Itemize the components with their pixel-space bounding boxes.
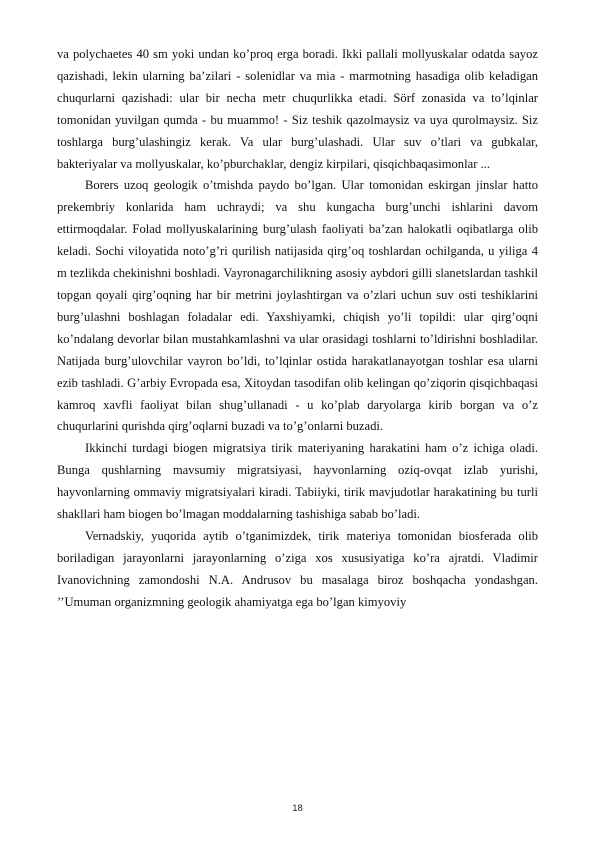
document-page: [57, 44, 538, 614]
paragraph-borers-history: Borers uzoq geologik o’tmishda paydo bo’lgan. Ular tomonidan eskirgan jinslar hatto prekembriy konlarida ham uchraydi; va shu kungacha burg’unchi ishlarini davom ettirmoqdalar. Folad mollyuskalarining burg’ulash faoliyati ba’zan halokatli oqibatlarga olib keladi. Sochi viloyatida noto’g’ri qurilish natijasida qirg’oq toshlardan ochilganda, u yiliga 4 m tezlikda chekinishni boshladi. Vayronagarchilikning asosiy aybdori gilli slanetslardan tashkil topgan qoyali qirg’oqning har bir metrini joylashtirgan va o’zlari uchun suv osti teshiklarini burg’ulashni boshlagan foladalar edi. Yaxshiyamki, chiqish yo’li topildi: ular qirg’oqni ko’ndalang devorlar bilan mustahkamlashni va ular orasidagi toshlarni to’ldirishni boshladilar. Natijada burg’ulovchilar vayron bo’ldi, to’lqinlar ostida harakatlanayotgan toshlar esa ularni ezib tashladi. G’arbiy Evropada esa, Xitoydan tasodifan olib kelingan qo’ziqorin qisqichbaqasi kamroq xavfli faoliyat bilan shug’ullanadi - u ko’plab daryolarga kirib borgan va o’z chuqurlarini qurishda qirg’oqlarni buzadi va to’g’onlarni buzadi.: [57, 178, 538, 434]
paragraph-vernadsky: Vernadskiy, yuqorida aytib o’tganimizdek, tirik materiya tomonidan biosferada olib boriladigan jarayonlarni jarayonlarning o’ziga xos xususiyatiga ko’ra ajratdi. Vladimir Ivanovichning zamondoshi N.A. Andrusov bu masalaga biroz boshqacha yondashgan. ’’Umuman organizmning geologik ahamiyatga ega bo’lgan kimyoviy: [57, 528, 538, 609]
page-number: 18: [292, 803, 303, 814]
paragraph-biogenic-migration: Ikkinchi turdagi biogen migratsiya tirik materiyaning harakatini ham o’z ichiga oladi. Bunga qushlarning mavsumiy migratsiyasi, hayvonlarning oziq-ovqat izlab yurishi, hayvonlarning ommaviy migratsiyalari kiradi. Tabiiyki, tirik mavjudotlar harakatining bu turli shakllari ham biogen bo’lmagan moddalarning tashishiga sabab bo’ladi.: [57, 441, 538, 522]
paragraph-borers-intro: va polychaetes 40 sm yoki undan ko’proq erga boradi. Ikki pallali mollyuskalar odatda sayoz qazishadi, lekin ularning ba’zilari - solenidlar va mia - marmotning hasadiga olib keladigan chuqurlarni qazishadi: ular bir necha metr chuqurlikka etadi. Sörf zonasida va to’lqinlar tomonidan yuvilgan qumda - bu muammo! - Siz teshik qazolmaysiz va uya qurolmaysiz. Siz toshlarga burg’ulashingiz kerak. Va ular burg’ulashadi. Ular suv o’tlari va gubkalar, bakteriyalar va mollyuskalar, ko’pburchaklar, dengiz kirpilari, qisqichbaqasimonlar ...: [57, 47, 538, 171]
